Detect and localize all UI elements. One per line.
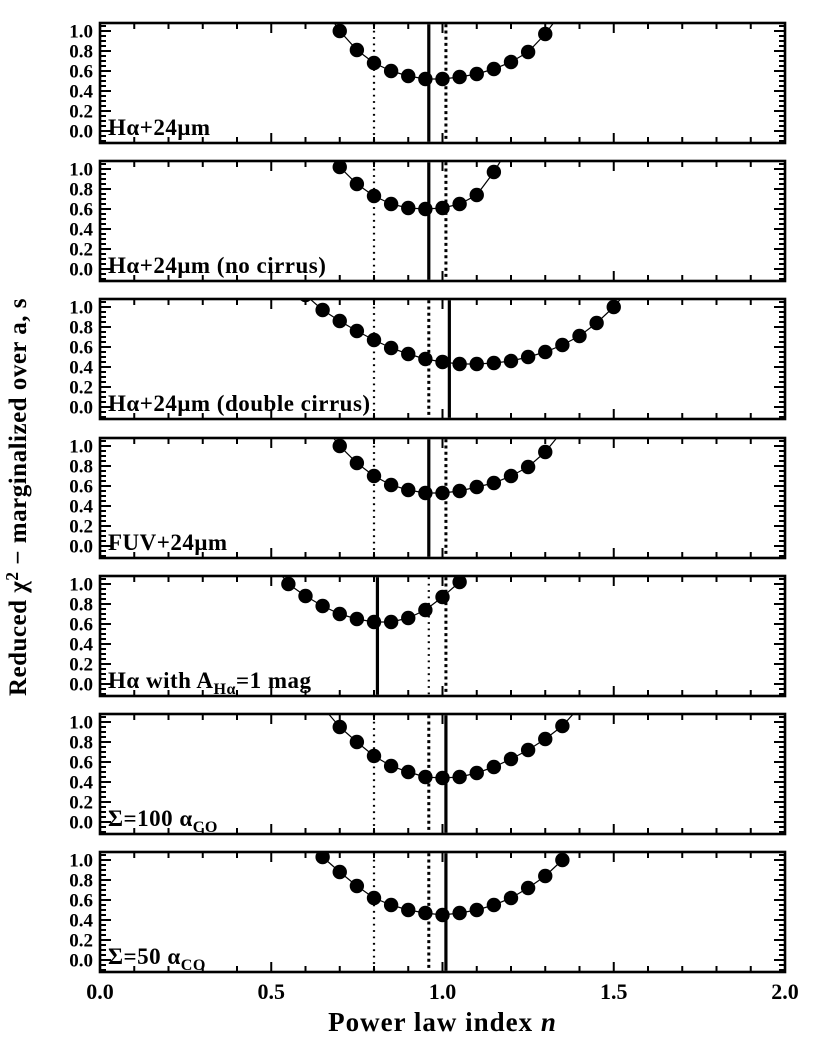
data-point (521, 743, 535, 757)
panel-label: Hα with $A_{H\alpha}=1$ mag (108, 668, 312, 698)
data-point (572, 329, 586, 343)
x-tick-label: 2.0 (771, 979, 799, 1004)
data-point (367, 891, 381, 905)
data-point (350, 177, 364, 191)
data-point (470, 67, 484, 81)
data-point (350, 879, 364, 893)
data-point (452, 70, 466, 84)
y-tick-label: 0.6 (69, 61, 93, 83)
data-point (401, 903, 415, 917)
data-point (555, 338, 569, 352)
y-tick-label: 0.2 (69, 930, 93, 952)
data-point (470, 188, 484, 202)
data-point (384, 341, 398, 355)
data-point (521, 460, 535, 474)
y-tick-label: 0.6 (69, 614, 93, 636)
data-point (452, 197, 466, 211)
data-point (315, 700, 329, 714)
data-point (452, 357, 466, 371)
data-point (401, 765, 415, 779)
data-point (401, 347, 415, 361)
data-point (384, 898, 398, 912)
y-tick-label: 0.0 (69, 397, 93, 419)
x-tick-label: 1.0 (428, 979, 457, 1004)
y-tick-label: 0.8 (69, 870, 93, 892)
data-point (470, 480, 484, 494)
data-point (435, 908, 449, 922)
y-tick-label: 0.2 (69, 516, 93, 538)
data-point (487, 356, 501, 370)
data-point (367, 749, 381, 763)
data-point (418, 770, 432, 784)
data-point (401, 483, 415, 497)
data-point (487, 760, 501, 774)
y-tick-label: 0.4 (69, 910, 93, 932)
data-point (555, 853, 569, 867)
data-point (401, 201, 415, 215)
data-point (555, 4, 569, 18)
y-axis-label: Reduced $\chi^2$ − marginalized over a, s (2, 297, 32, 697)
y-tick-label: 0.2 (69, 239, 93, 261)
chi2-panel-4 (69, 417, 785, 558)
y-tick-label: 0.8 (69, 594, 93, 616)
data-point (589, 316, 603, 330)
data-point (470, 766, 484, 780)
y-tick-label: 1.0 (69, 297, 93, 319)
y-tick-label: 1.0 (69, 574, 93, 596)
panel-label: Hα+24μm (no cirrus) (108, 253, 327, 278)
y-tick-label: 0.0 (69, 536, 93, 558)
y-tick-label: 0.4 (69, 772, 93, 794)
data-point (384, 615, 398, 629)
data-point (350, 612, 364, 626)
panel-label: Hα+24μm (double cirrus) (108, 391, 371, 416)
y-tick-label: 0.6 (69, 337, 93, 359)
data-point (504, 891, 518, 905)
data-point (367, 469, 381, 483)
y-tick-label: 0.4 (69, 634, 93, 656)
data-point (418, 72, 432, 86)
data-point (350, 324, 364, 338)
y-tick-label: 0.8 (69, 41, 93, 63)
data-point (315, 599, 329, 613)
y-tick-label: 0.0 (69, 674, 93, 696)
data-point (452, 484, 466, 498)
data-point (487, 898, 501, 912)
data-point (418, 603, 432, 617)
data-point (298, 589, 312, 603)
data-point (401, 611, 415, 625)
data-point (504, 55, 518, 69)
data-point (418, 906, 432, 920)
data-point (367, 189, 381, 203)
data-point (418, 202, 432, 216)
data-point (435, 72, 449, 86)
data-point (350, 456, 364, 470)
chi2-panel-6 (69, 700, 785, 836)
data-point (538, 732, 552, 746)
y-tick-label: 0.6 (69, 476, 93, 498)
chi2-panel-3 (69, 280, 785, 419)
data-point (315, 303, 329, 317)
y-tick-label: 1.0 (69, 850, 93, 872)
y-tick-label: 1.0 (69, 159, 93, 181)
data-point (333, 607, 347, 621)
data-point (487, 476, 501, 490)
x-tick-label: 1.5 (600, 979, 628, 1004)
data-point (504, 354, 518, 368)
panel-label: Σ=100 $\alpha_{CO}$ (108, 806, 218, 836)
data-point (555, 424, 569, 438)
chi2-panel-2 (69, 137, 785, 281)
data-point (435, 201, 449, 215)
data-point (470, 903, 484, 917)
y-tick-label: 0.2 (69, 654, 93, 676)
data-point (384, 197, 398, 211)
y-tick-label: 0.4 (69, 496, 93, 518)
y-tick-label: 0.4 (69, 357, 93, 379)
data-point (401, 69, 415, 83)
chi2-panel-1 (69, 0, 785, 143)
y-tick-label: 1.0 (69, 436, 93, 458)
data-point (435, 771, 449, 785)
data-point (333, 720, 347, 734)
data-point (521, 881, 535, 895)
curve-line (323, 144, 511, 209)
y-tick-label: 0.4 (69, 219, 93, 241)
y-tick-label: 0.4 (69, 81, 93, 103)
y-tick-label: 0.8 (69, 456, 93, 478)
data-point (333, 865, 347, 879)
data-point (538, 445, 552, 459)
data-point (418, 486, 432, 500)
panel-label: Σ=50 $\alpha_{CO}$ (108, 944, 206, 974)
data-point (315, 0, 329, 13)
data-point (521, 45, 535, 59)
y-tick-label: 0.6 (69, 890, 93, 912)
data-point (418, 352, 432, 366)
y-tick-label: 0.8 (69, 317, 93, 339)
data-point (487, 165, 501, 179)
curve-line (323, 6, 563, 79)
y-tick-label: 0.8 (69, 732, 93, 754)
data-point (350, 43, 364, 57)
data-point (555, 719, 569, 733)
y-tick-label: 0.2 (69, 792, 93, 814)
data-point (504, 469, 518, 483)
y-tick-label: 0.8 (69, 179, 93, 201)
y-tick-label: 0.2 (69, 101, 93, 123)
y-tick-label: 0.2 (69, 377, 93, 399)
x-axis-label: Power law index n (328, 1007, 557, 1037)
data-point (384, 64, 398, 78)
panel-label: FUV+24μm (108, 530, 228, 555)
data-point (452, 770, 466, 784)
data-point (521, 350, 535, 364)
data-point (384, 478, 398, 492)
data-point (333, 314, 347, 328)
data-point (367, 333, 381, 347)
y-tick-label: 1.0 (69, 712, 93, 734)
y-tick-label: 0.0 (69, 259, 93, 281)
data-point (538, 345, 552, 359)
data-point (367, 615, 381, 629)
data-point (350, 735, 364, 749)
y-tick-label: 0.0 (69, 812, 93, 834)
data-point (435, 355, 449, 369)
y-tick-label: 1.0 (69, 21, 93, 43)
data-point (504, 752, 518, 766)
x-tick-label: 0.5 (257, 979, 285, 1004)
data-point (470, 357, 484, 371)
y-tick-label: 0.0 (69, 121, 93, 143)
chi2-panel-7 (69, 833, 785, 974)
y-tick-label: 0.6 (69, 752, 93, 774)
chi2-panel-5 (69, 555, 785, 698)
y-tick-label: 0.6 (69, 199, 93, 221)
panel-label: Hα+24μm (108, 115, 211, 140)
data-point (367, 56, 381, 70)
x-tick-label: 0.0 (86, 979, 114, 1004)
data-point (435, 486, 449, 500)
data-point (435, 590, 449, 604)
data-point (487, 62, 501, 76)
data-point (538, 869, 552, 883)
data-point (281, 577, 295, 591)
data-point (452, 906, 466, 920)
data-point (572, 700, 586, 714)
y-tick-label: 0.0 (69, 950, 93, 972)
data-point (384, 759, 398, 773)
